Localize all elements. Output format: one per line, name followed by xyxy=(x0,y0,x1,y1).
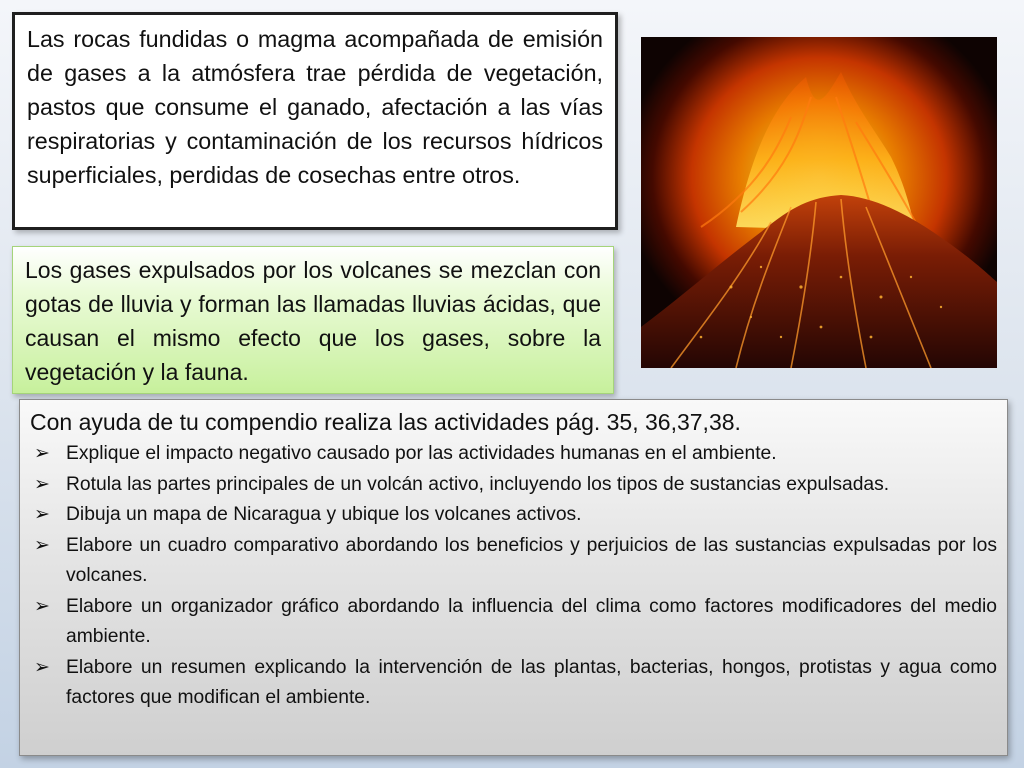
arrow-bullet-icon: ➢ xyxy=(34,443,50,464)
arrow-bullet-icon: ➢ xyxy=(34,595,50,617)
arrow-bullet-icon: ➢ xyxy=(34,534,50,556)
arrow-bullet-icon: ➢ xyxy=(34,504,50,525)
list-item-text: Elabore un cuadro comparativo abordando los beneficios y perjuicios de las sustancias expulsadas por los volcanes. xyxy=(66,534,997,586)
activities-heading: Con ayuda de tu compendio realiza las actividades pág. 35, 36,37,38. xyxy=(30,409,741,435)
activities-list xyxy=(30,439,997,714)
volcano-effects-paragraph: Las rocas fundidas o magma acompañada de emisión de gases a la atmósfera trae pérdida de vegetación, pastos que consume el ganado, afectación a las vías respiratorias y contaminación de los recursos hídricos superficiales, perdidas de cosechas entre otros. xyxy=(27,26,603,188)
list-item xyxy=(30,531,997,592)
activities-box xyxy=(19,399,1008,756)
list-item xyxy=(30,439,997,470)
arrow-bullet-icon: ➢ xyxy=(34,656,50,678)
list-item-text: Rotula las partes principales de un volcán activo, incluyendo los tipos de sustancias expulsadas. xyxy=(66,473,890,495)
acid-rain-textbox xyxy=(12,246,614,394)
list-item xyxy=(30,500,997,531)
list-item xyxy=(30,470,997,501)
list-item-text: Elabore un organizador gráfico abordando la influencia del clima como factores modificadores del medio ambiente. xyxy=(66,595,997,647)
volcano-effects-textbox xyxy=(12,12,618,230)
list-item xyxy=(30,653,997,714)
list-item-text: Explique el impacto negativo causado por las actividades humanas en el ambiente. xyxy=(66,443,777,464)
arrow-bullet-icon: ➢ xyxy=(34,473,50,495)
list-item-text: Elabore un resumen explicando la intervención de las plantas, bacterias, hongos, protistas y agua como factores que modifican el ambiente. xyxy=(66,656,997,708)
acid-rain-paragraph: Los gases expulsados por los volcanes se mezclan con gotas de lluvia y forman las llamadas lluvias ácidas, que causan el mismo efecto que los gases, sobre la vegetación y la fauna. xyxy=(25,257,601,385)
erupting-volcano-photo xyxy=(641,37,997,368)
list-item xyxy=(30,592,997,653)
list-item-text: Dibuja un mapa de Nicaragua y ubique los volcanes activos. xyxy=(66,504,582,525)
